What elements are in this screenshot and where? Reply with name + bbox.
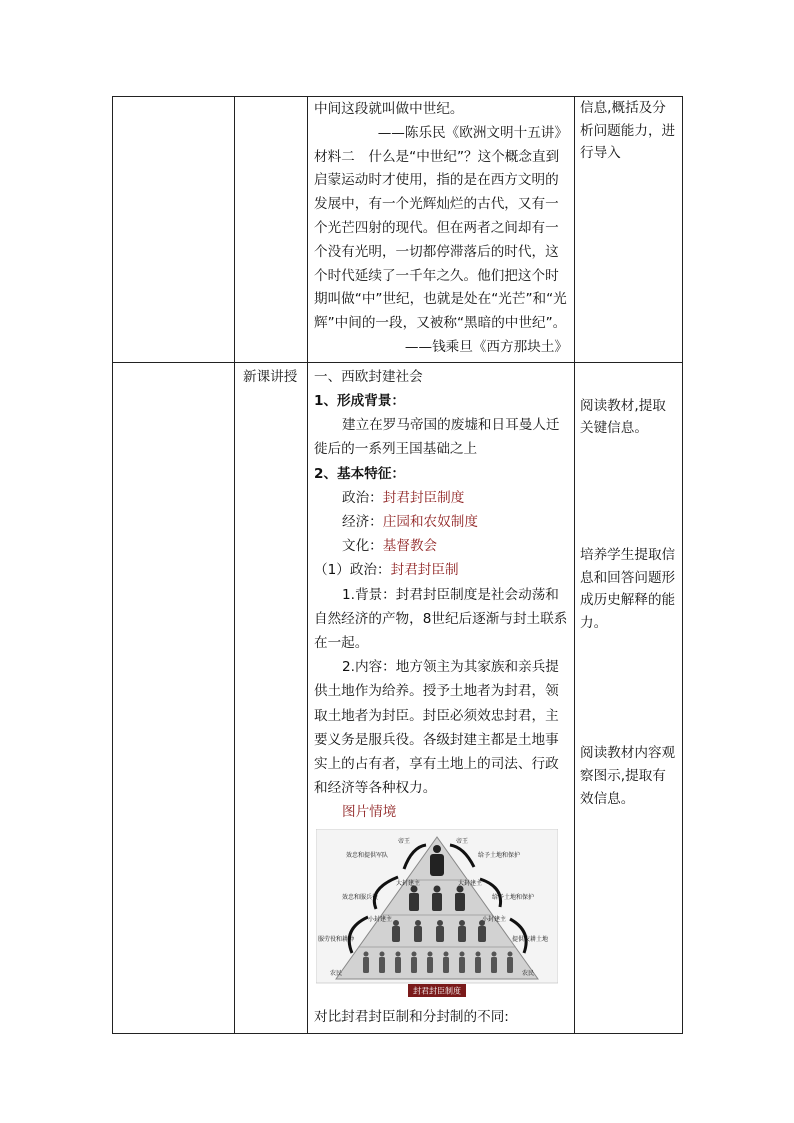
intent-cell [575,362,683,1033]
politics-heading [314,558,570,582]
left-duty-label: 服劳役和耕种 [318,935,355,943]
stage-tag-cell [235,362,308,1033]
feature-economy [314,510,570,534]
level-label: 小封建主 [482,915,507,923]
feature-key: 文化： [342,538,383,555]
feature-key: 经济： [342,513,383,530]
level-label: 农民 [330,969,343,977]
content-cell [308,362,575,1033]
material-line: 中间这段就叫做中世纪。 [314,101,464,117]
politics-content: 2.内容：地方领主为其家族和亲兵提供土地作为给养。授予土地者为封君，领取土地者为封臣。封臣必须效忠封君，主要义务是服兵役。各级封建主都是土地事实上的占有者，享有土地上的司法、行政和经济等各种权力。 [314,659,559,797]
left-duty-label: 效忠和服兵役 [342,893,379,901]
feudal-pyramid-diagram [316,829,558,997]
level-label: 帝王 [398,837,411,845]
feature-key: 政治： [342,489,383,506]
right-grant-label: 提供农耕土地 [512,935,549,943]
left-duty-label: 效忠和提供军队 [346,851,389,859]
intent-note-reading: 阅读教材,提取关键信息。 [580,397,666,437]
feature-value: 庄园和农奴制度 [382,513,478,530]
diagram-caption: 封君封臣制度 [413,986,461,996]
material-source: ——钱乘旦《西方那块土》 [404,338,568,355]
new-lesson-row [113,362,683,1033]
lord-figures [409,885,465,911]
feature-politics [314,486,570,510]
feature-value: 基督教会 [382,538,438,555]
politics-label: （1）政治： [314,562,391,579]
material-cell [308,97,575,363]
material-source: ——陈乐民《欧洲文明十五讲》 [377,124,568,141]
politics-background: 1.背景：封君封臣制度是社会动荡和自然经济的产物，8世纪后逐渐与封土联系在一起。 [314,586,568,651]
level-label: 大封建主 [396,879,421,887]
picture-label: 图片情境 [342,804,397,821]
right-grant-label: 给予土地和保护 [492,893,535,901]
level-label: 农民 [522,969,535,977]
stage-cell [113,362,235,1033]
right-grant-label: 给予土地和保护 [478,851,521,859]
stage-tag: 新课讲授 [243,368,298,385]
stage-cell [113,97,235,363]
material-two: 材料二 什么是“中世纪”？这个概念直到启蒙运动时才使用，指的是在西方文明的发展中，有一个光辉灿烂的古代，又有一个光芒四射的现代。但在两者之间却有一个没有光明，一切都停滞落后的时代，这个时代延续了一千年之久。他们把这个时期叫做“中”世纪，也就是处在“光芒”和“光辉”中间的一段，又被称“黑暗的中世纪”。 [314,148,567,332]
feature-culture [314,534,570,558]
politics-value: 封君封臣制 [390,562,459,579]
features-label: 2、基本特征： [314,465,406,482]
comparison-prompt: 对比封君封臣制和分封制的不同: [314,1008,509,1025]
lesson-plan-table [112,96,683,1034]
intent-note: 信息,概括及分析问题能力，进行导入 [580,100,676,162]
background-label: 1、形成背景： [314,392,406,409]
material-row [113,97,683,363]
level-label: 小封建主 [368,915,393,923]
intent-note-diagram: 阅读教材内容观察图示,提取有效信息。 [580,745,676,807]
intent-note-ability: 培养学生提取信息和回答问题形成历史解释的能力。 [580,546,676,631]
section-heading: 一、西欧封建社会 [314,368,423,385]
intent-cell [575,97,683,363]
level-label: 帝王 [456,837,469,845]
feature-value: 封君封臣制度 [382,489,465,506]
empty-cell [235,97,308,363]
background-text: 建立在罗马帝国的废墟和日耳曼人迁徙后的一系列王国基础之上 [314,417,560,458]
level-label: 大封建主 [458,879,483,887]
